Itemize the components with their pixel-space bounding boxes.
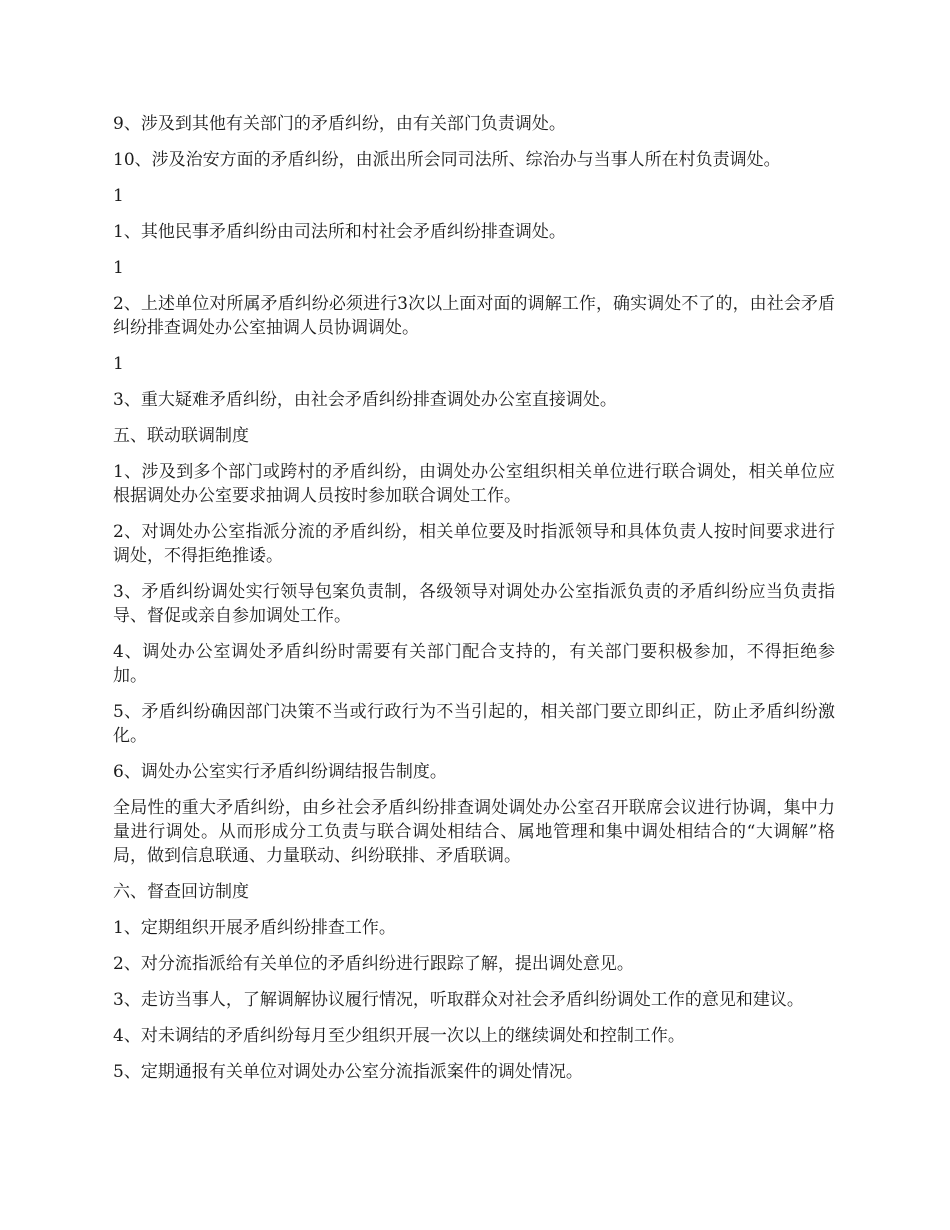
paragraph-supervision-4: 4、对未调结的矛盾纠纷每月至少组织开展一次以上的继续调处和控制工作。 (113, 1026, 685, 1046)
paragraph-supervision-2: 2、对分流指派给有关单位的矛盾纠纷进行跟踪了解，提出调处意见。 (113, 954, 634, 974)
paragraph-major-disputes: 3、重大疑难矛盾纠纷，由社会矛盾纠纷排查调处办公室直接调处。 (113, 390, 617, 410)
paragraph-supervision-3: 3、走访当事人，了解调解协议履行情况，听取群众对社会矛盾纠纷调处工作的意见和建议。 (113, 990, 804, 1010)
document-body (113, 112, 835, 1096)
paragraph-supervision-5: 5、定期通报有关单位对调处办公室分流指派案件的调处情况。 (113, 1062, 583, 1082)
page-number-fragment: 1 (113, 354, 124, 374)
paragraph-face-to-face-mediation: 2、上述单位对所属矛盾纠纷必须进行3次以上面对面的调解工作，确实调处不了的，由社会矛盾纠纷排查调处办公室抽调人员协调调处。 (113, 294, 835, 338)
paragraph-linkage-5: 5、矛盾纠纷确因部门决策不当或行政行为不当引起的，相关部门要立即纠正，防止矛盾纠纷激化。 (113, 702, 835, 746)
section-heading-supervision: 六、督查回访制度 (113, 882, 249, 902)
paragraph-supervision-1: 1、定期组织开展矛盾纠纷排查工作。 (113, 918, 396, 938)
paragraph-linkage-3: 3、矛盾纠纷调处实行领导包案负责制，各级领导对调处办公室指派负责的矛盾纠纷应当负责指导、督促或亲自参加调处工作。 (113, 582, 835, 626)
paragraph-item-10: 10、涉及治安方面的矛盾纠纷，由派出所会同司法所、综治办与当事人所在村负责调处。 (113, 150, 781, 170)
paragraph-linkage-2: 2、对调处办公室指派分流的矛盾纠纷，相关单位要及时指派领导和具体负责人按时间要求进行调处，不得拒绝推诿。 (113, 522, 835, 566)
paragraph-linkage-6: 6、调处办公室实行矛盾纠纷调结报告制度。 (113, 762, 447, 782)
paragraph-linkage-1: 1、涉及到多个部门或跨村的矛盾纠纷，由调处办公室组织相关单位进行联合调处，相关单位应根据调处办公室要求抽调人员按时参加联合调处工作。 (113, 462, 835, 506)
section-heading-linkage: 五、联动联调制度 (113, 426, 249, 446)
paragraph-linkage-4: 4、调处办公室调处矛盾纠纷时需要有关部门配合支持的，有关部门要积极参加，不得拒绝参加。 (113, 642, 835, 686)
page-number-fragment: 1 (113, 186, 124, 206)
paragraph-item-9: 9、涉及到其他有关部门的矛盾纠纷，由有关部门负责调处。 (113, 114, 566, 134)
paragraph-civil-disputes: 1、其他民事矛盾纠纷由司法所和村社会矛盾纠纷排查调处。 (113, 222, 566, 242)
paragraph-grand-mediation: 全局性的重大矛盾纠纷，由乡社会矛盾纠纷排查调处调处办公室召开联席会议进行协调，集中力量进行调处。从而形成分工负责与联合调处相结合、属地管理和集中调处相结合的“大调解”格局，做到信息联通、力量联动、纠纷联排、矛盾联调。 (113, 798, 835, 866)
page-number-fragment: 1 (113, 258, 124, 278)
